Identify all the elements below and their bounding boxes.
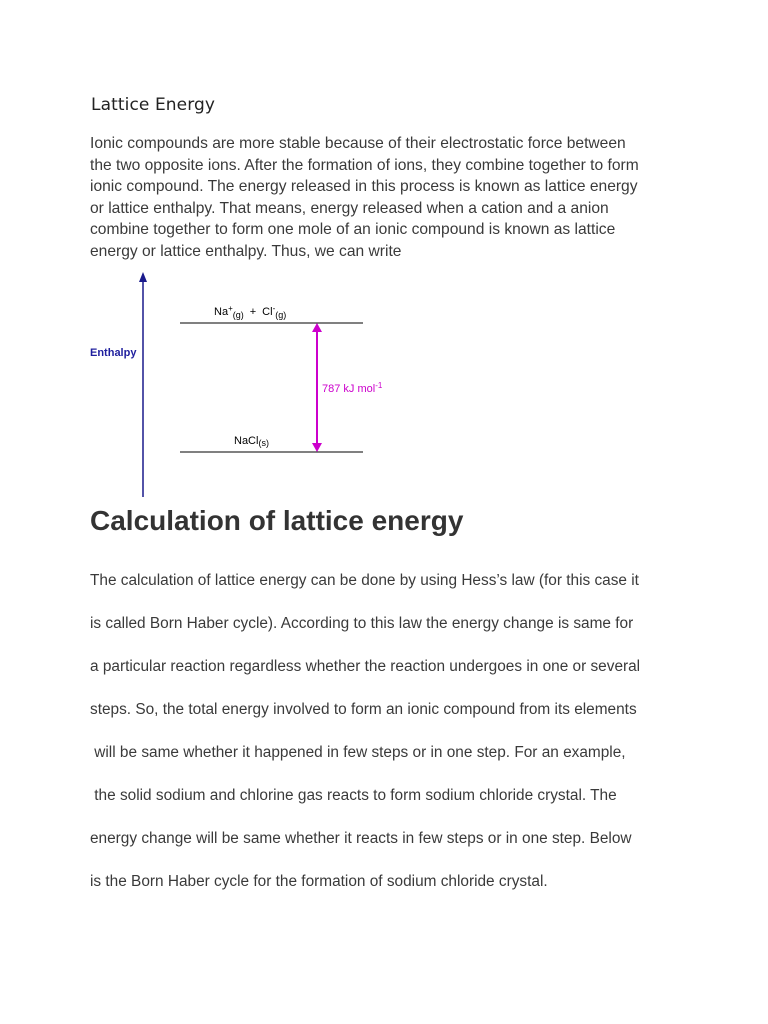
enthalpy-level-diagram xyxy=(80,268,400,508)
lower-level-label xyxy=(234,435,269,448)
body-line: will be same whether it happened in few steps or in one step. For an example, xyxy=(90,744,626,761)
cl-symbol: Cl xyxy=(262,306,273,318)
body-line: is called Born Haber cycle). According to this law the energy change is same for xyxy=(90,615,634,632)
calculation-section-heading: Calculation of lattice energy xyxy=(90,505,464,536)
lattice-energy-unit-exponent: -1 xyxy=(375,381,383,390)
calculation-paragraph xyxy=(90,559,710,903)
enthalpy-axis-label: Enthalpy xyxy=(90,347,137,359)
cl-state: (g) xyxy=(275,310,287,320)
lattice-energy-value: 787 kJ mol xyxy=(322,383,376,395)
na-charge: + xyxy=(228,304,233,313)
na-symbol: Na xyxy=(214,306,229,318)
lattice-energy-value-label xyxy=(322,381,383,395)
enthalpy-axis-arrowhead xyxy=(139,272,147,282)
intro-line: the two opposite ions. After the formation of ions, they combine together to form xyxy=(90,156,639,174)
lattice-energy-heading: Lattice Energy xyxy=(91,95,216,115)
body-line: energy change will be same whether it reacts in few steps or in one step. Below xyxy=(90,830,632,847)
upper-level-label xyxy=(214,304,286,320)
intro-line: energy or lattice enthalpy. Thus, we can write xyxy=(90,242,402,260)
enthalpy-diagram-svg xyxy=(80,268,400,503)
body-line: The calculation of lattice energy can be done by using Hess’s law (for this case it xyxy=(90,572,639,589)
na-state: (g) xyxy=(232,310,244,320)
nacl-formula: NaCl xyxy=(234,435,259,447)
lattice-energy-arrowhead-top xyxy=(312,323,322,332)
body-line: steps. So, the total energy involved to form an ionic compound from its elements xyxy=(90,701,637,718)
intro-line: or lattice enthalpy. That means, energy released when a cation and a anion xyxy=(90,199,609,217)
intro-line: ionic compound. The energy released in this process is known as lattice energy xyxy=(90,178,638,196)
intro-paragraph xyxy=(90,133,690,263)
body-line: a particular reaction regardless whether the reaction undergoes in one or several xyxy=(90,658,641,675)
plus-sign: + xyxy=(249,306,257,318)
body-line: is the Born Haber cycle for the formation of sodium chloride crystal. xyxy=(90,873,548,890)
nacl-state: (s) xyxy=(258,438,269,448)
cl-charge: - xyxy=(272,304,276,313)
lattice-energy-arrowhead-bottom xyxy=(312,443,322,452)
intro-line: combine together to form one mole of an ionic compound is known as lattice xyxy=(90,221,616,239)
body-line: the solid sodium and chlorine gas reacts to form sodium chloride crystal. The xyxy=(90,787,617,804)
intro-line: Ionic compounds are more stable because of their electrostatic force between xyxy=(90,135,626,152)
